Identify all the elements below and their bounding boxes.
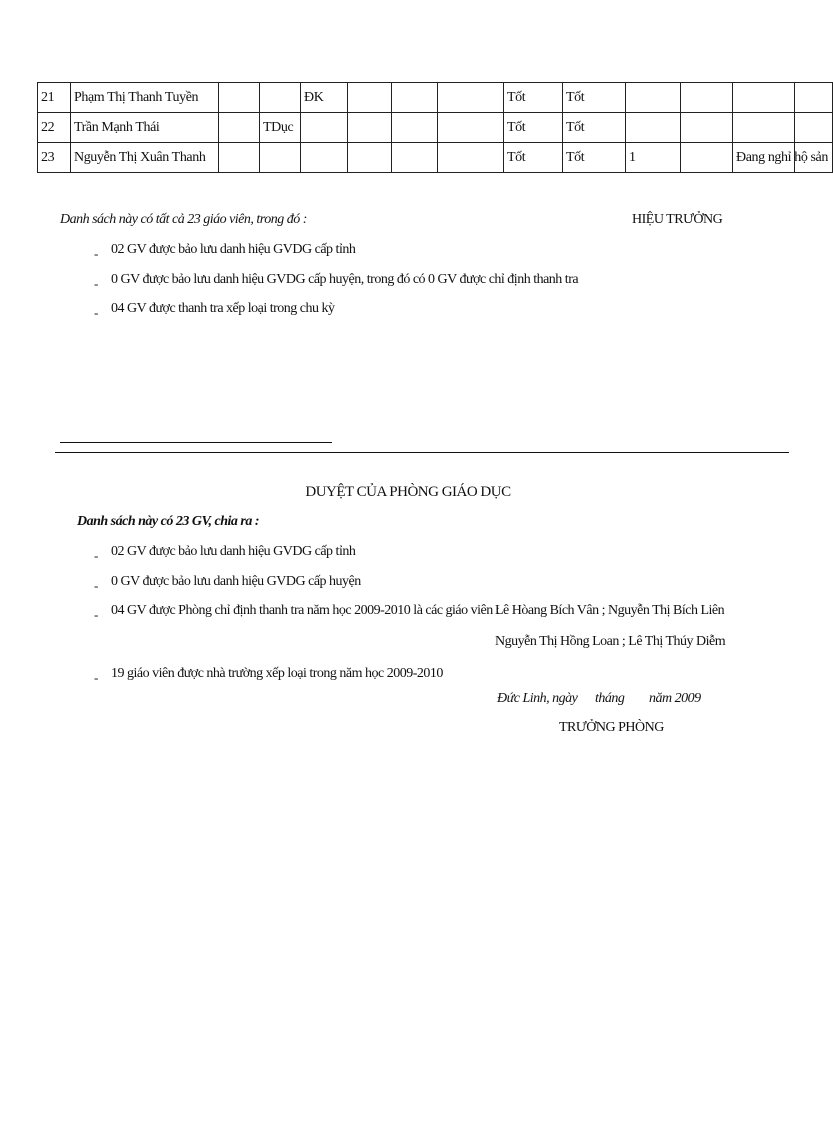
bullet-dash-icon: - <box>94 246 99 261</box>
summary-item: 02 GV được bảo lưu danh hiệu GVDG cấp tỉnh <box>111 242 356 257</box>
signature-year: năm 2009 <box>649 691 701 706</box>
table-cell <box>681 113 733 143</box>
bullet-dash-icon: - <box>94 548 99 563</box>
table-cell: Nguyễn Thị Xuân Thanh <box>71 143 219 173</box>
table-cell <box>260 143 301 173</box>
table-cell <box>681 83 733 113</box>
table-row <box>38 143 833 173</box>
table-cell <box>392 83 438 113</box>
table-cell: Trần Mạnh Thái <box>71 113 219 143</box>
bullet-dash-icon: - <box>94 305 99 320</box>
table-cell <box>348 143 392 173</box>
table-cell <box>392 113 438 143</box>
department-head-title: TRƯỞNG PHÒNG <box>559 720 664 735</box>
table-cell: 22 <box>38 113 71 143</box>
inspected-teachers-line: Nguyễn Thị Hồng Loan ; Lê Thị Thúy Diễm <box>495 634 726 649</box>
table-cell: Tốt <box>563 113 626 143</box>
bullet-dash-icon: - <box>94 276 99 291</box>
table-cell <box>301 113 348 143</box>
signature-place-date: Đức Linh, ngày <box>497 691 578 706</box>
table-cell <box>348 113 392 143</box>
teacher-table <box>37 82 833 173</box>
table-cell <box>626 113 681 143</box>
summary-item: 0 GV được bảo lưu danh hiệu GVDG cấp huyện, trong đó có 0 GV được chỉ định thanh tra <box>111 272 579 287</box>
approval-item: 0 GV được bảo lưu danh hiệu GVDG cấp huyện <box>111 574 361 589</box>
table-cell <box>392 143 438 173</box>
inspected-teachers-line: Lê Hòang Bích Vân ; Nguyễn Thị Bích Liên <box>495 603 725 618</box>
table-cell <box>438 83 504 113</box>
table-cell: Tốt <box>504 113 563 143</box>
approval-heading: DUYỆT CỦA PHÒNG GIÁO DỤC <box>305 484 511 500</box>
table-cell: 21 <box>38 83 71 113</box>
table-cell <box>733 113 795 143</box>
table-cell <box>733 83 795 113</box>
table-cell: 23 <box>38 143 71 173</box>
table-row <box>38 83 833 113</box>
table-cell: 1 <box>626 143 681 173</box>
table-cell: Tốt <box>563 83 626 113</box>
summary-intro: Danh sách này có tất cả 23 giáo viên, trong đó : <box>60 212 307 227</box>
table-cell: Đang nghỉ hộ sản <box>733 143 795 173</box>
table-cell: Phạm Thị Thanh Tuyền <box>71 83 219 113</box>
table-cell: Tốt <box>504 143 563 173</box>
table-cell: ĐK <box>301 83 348 113</box>
table-cell <box>260 83 301 113</box>
table-cell: Tốt <box>563 143 626 173</box>
table-cell <box>681 143 733 173</box>
table-row <box>38 113 833 143</box>
table-cell <box>219 83 260 113</box>
approval-item: 04 GV được Phòng chỉ định thanh tra năm học 2009-2010 là các giáo viên : <box>111 603 500 618</box>
signature-line <box>60 442 332 443</box>
table-cell <box>438 113 504 143</box>
table-cell <box>219 143 260 173</box>
approval-item: 02 GV được bảo lưu danh hiệu GVDG cấp tỉnh <box>111 544 356 559</box>
table-cell: Tốt <box>504 83 563 113</box>
teacher-table-body <box>38 83 833 173</box>
table-cell <box>626 83 681 113</box>
table-cell <box>795 113 833 143</box>
signature-month: tháng <box>595 691 625 706</box>
table-cell <box>438 143 504 173</box>
table-cell <box>348 83 392 113</box>
table-cell <box>219 113 260 143</box>
table-cell <box>795 83 833 113</box>
table-cell <box>301 143 348 173</box>
section-divider <box>55 452 789 453</box>
bullet-dash-icon: - <box>94 607 99 622</box>
principal-title: HIỆU TRƯỞNG <box>632 212 723 227</box>
summary-item: 04 GV được thanh tra xếp loại trong chu kỳ <box>111 301 335 316</box>
approval-item: 19 giáo viên được nhà trường xếp loại trong năm học 2009-2010 <box>111 666 443 681</box>
table-cell: TDục <box>260 113 301 143</box>
bullet-dash-icon: - <box>94 670 99 685</box>
approval-intro: Danh sách này có 23 GV, chia ra : <box>77 514 259 529</box>
bullet-dash-icon: - <box>94 578 99 593</box>
